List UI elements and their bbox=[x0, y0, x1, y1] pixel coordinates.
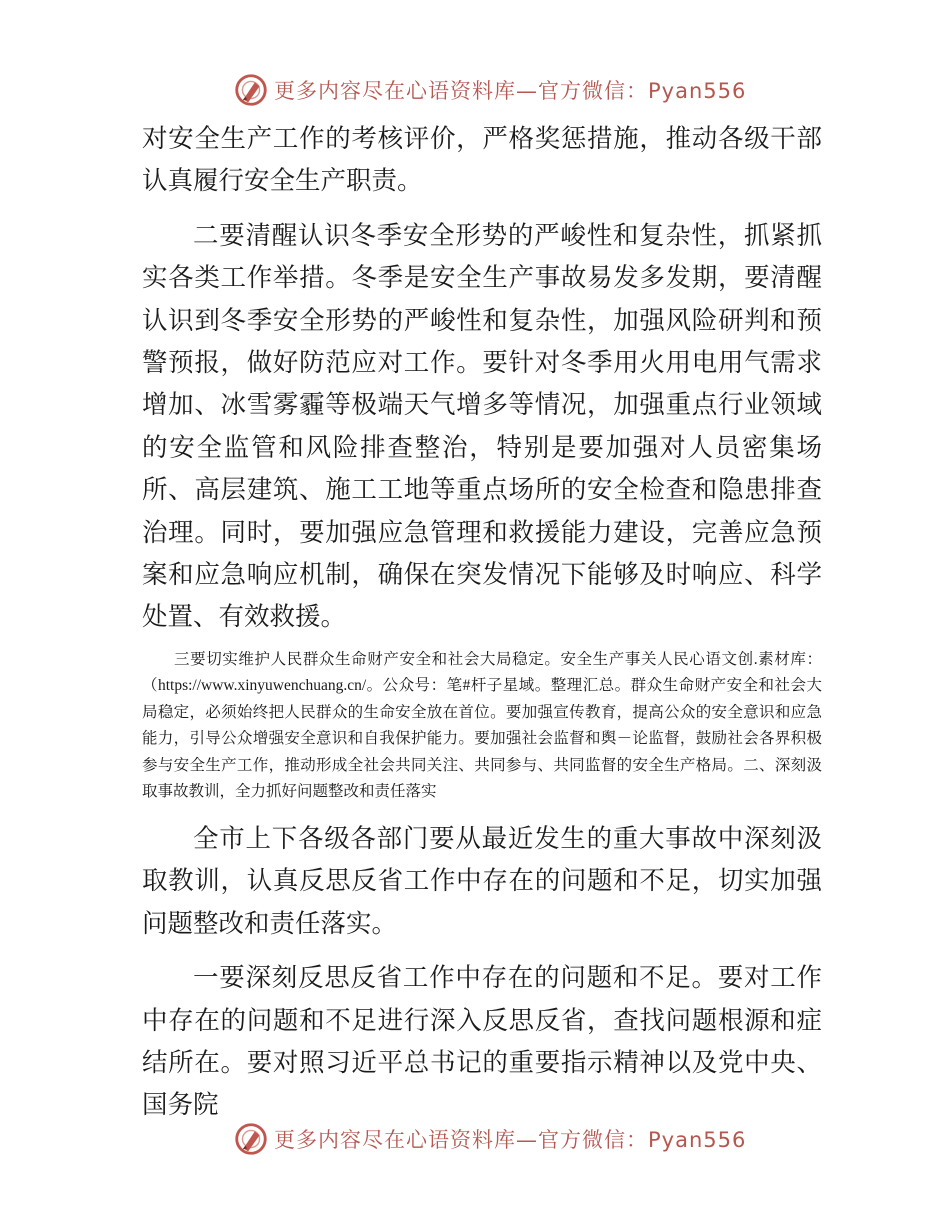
watermark-banner-top bbox=[232, 70, 746, 110]
watermark-text: 更多内容尽在心语资料库—官方微信：Pyan556 bbox=[274, 79, 747, 103]
pen-nib-logo-icon bbox=[232, 71, 270, 109]
paragraph-3-small-print: 三要切实维护人民群众生命财产安全和社会大局稳定。安全生产事关人民心语文创.素材库：（https://www.xinyuwenchuang.cn/。公众号：笔#杆子星域。整理汇总。群众生命财产安全和社会大局稳定，必须始终把人民群众的生命安全放在首位。要加强宣传教育，提高公众的安全意识和应急能力，引导公众增强安全意识和自我保护能力。要加强社会监督和舆－论监督，鼓励社会各界积极参与安全生产工作，推动形成全社会共同关注、共同参与、共同监督的安全生产格局。二、深刻汲取事故教训，全力抓好问题整改和责任落实 bbox=[142, 650, 822, 801]
document-body bbox=[142, 118, 822, 1127]
paragraph-5: 一要深刻反思反省工作中存在的问题和不足。要对工作中存在的问题和不足进行深入反思反省，查找问题根源和症结所在。要对照习近平总书记的重要指示精神以及党中央、国务院 bbox=[142, 963, 822, 1121]
watermark-banner-bottom bbox=[232, 1119, 746, 1159]
watermark-text: 更多内容尽在心语资料库—官方微信：Pyan556 bbox=[274, 1128, 747, 1152]
paragraph-2: 二要清醒认识冬季安全形势的严峻性和复杂性，抓紧抓实各类工作举措。冬季是安全生产事故易发多发期，要清醒认识到冬季安全形势的严峻性和复杂性，加强风险研判和预警预报，做好防范应对工作。要针对冬季用火用电用气需求增加、冰雪雾霾等极端天气增多等情况，加强重点行业领域的安全监管和风险排查整治，特别是要加强对人员密集场所、高层建筑、施工工地等重点场所的安全检查和隐患排查治理。同时，要加强应急管理和救援能力建设，完善应急预案和应急响应机制，确保在突发情况下能够及时响应、科学处置、有效救援。 bbox=[142, 220, 822, 633]
paragraph-4: 全市上下各级各部门要从最近发生的重大事故中深刻汲取教训，认真反思反省工作中存在的问题和不足，切实加强问题整改和责任落实。 bbox=[142, 823, 822, 939]
paragraph-1: 对安全生产工作的考核评价，严格奖惩措施，推动各级干部认真履行安全生产职责。 bbox=[142, 124, 822, 197]
pen-nib-logo-icon bbox=[232, 1120, 270, 1158]
